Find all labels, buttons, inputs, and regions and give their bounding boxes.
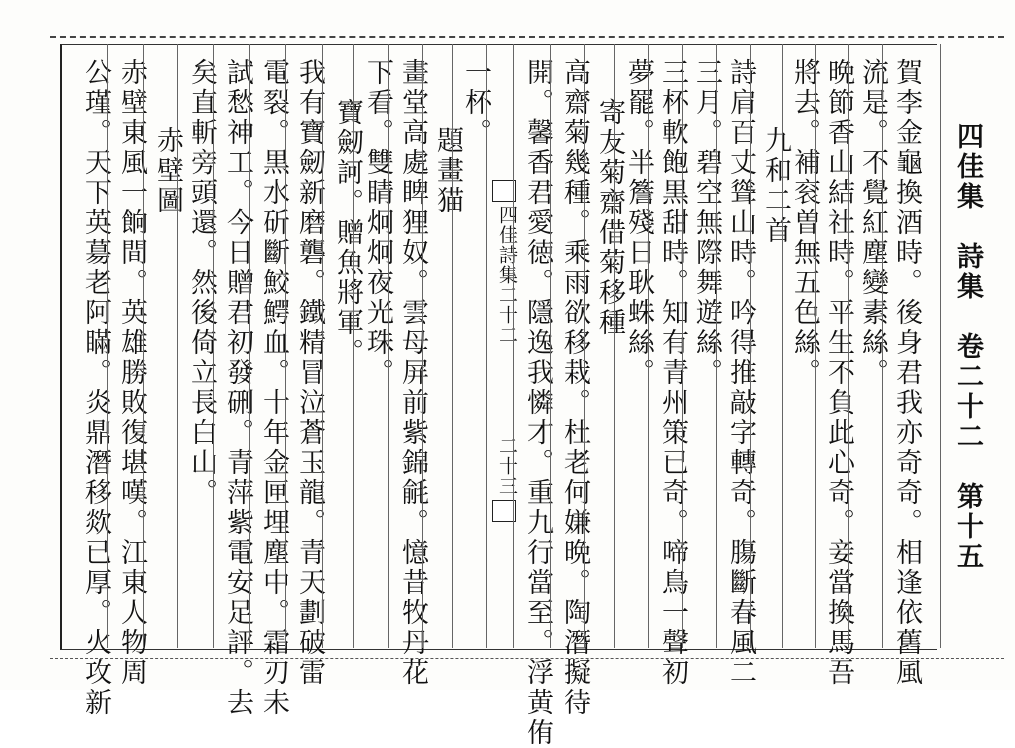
column-rule	[422, 44, 423, 648]
text-column-21: 矣直斬旁頭還。然後倚立長白山。	[186, 58, 217, 508]
poem-title-tihuamao: 題畫猫	[432, 126, 463, 216]
fishtail-page-number: 二十三	[496, 436, 518, 496]
text-column-13: 一杯。	[460, 58, 491, 148]
page-header	[950, 122, 984, 572]
column-rule	[249, 44, 250, 648]
column-rule	[452, 44, 453, 648]
text-column-2: 流是。不覺紅塵變素絲。	[857, 58, 888, 388]
poem-title-jiyou: 寄友菊齋借菊移種	[594, 98, 625, 338]
column-rule	[388, 44, 389, 648]
text-column-6: 詩肩百丈聳山時。吟得推敲字轉奇。膓斷春風二	[725, 58, 756, 688]
text-column-12: 開。馨香君愛徳。隱逸我憐才。重九行當至。浮黄侑	[522, 58, 553, 748]
text-column-15: 畫堂高處睥狸奴。雲母屏前紫錦毹。憶昔牧丹花	[397, 58, 428, 688]
column-rule	[815, 44, 816, 648]
column-rule	[285, 44, 286, 648]
column-rule	[882, 44, 883, 648]
text-column-11: 高齋菊幾種。乘雨欲移栽。杜老何嫌晩。陶潛擬待	[559, 58, 590, 718]
column-rule	[782, 44, 783, 648]
column-rule	[550, 44, 551, 648]
text-column-24: 公瑾。天下英𦳝老阿瞞。炎鼎潛移欻已厚。火攻新	[80, 58, 111, 718]
column-rule	[648, 44, 649, 648]
column-rule	[513, 44, 514, 648]
text-column-23: 赤壁東風一餉間。英雄勝敗復堪嘆。江東人物周	[116, 58, 147, 688]
poem-title-chibitu: 赤壁圖	[152, 126, 183, 216]
column-rule	[584, 44, 585, 648]
column-rule	[682, 44, 683, 648]
column-rule	[213, 44, 214, 648]
column-rule	[143, 44, 144, 648]
column-rule	[614, 44, 615, 648]
text-column-7: 三月。碧空無際舞遊絲。	[691, 58, 722, 388]
column-rule	[750, 44, 751, 648]
text-column-8: 三杯軟飽黒甜時。知有青州策已奇。啼鳥一聲初	[657, 58, 688, 688]
text-column-16: 下看。雙睛炯炯夜光珠。	[362, 58, 393, 388]
fishtail-center-text: 四佳詩集二十二	[496, 205, 518, 345]
header-page-number: 第十五	[952, 482, 983, 572]
column-rule	[353, 44, 354, 648]
column-rule	[848, 44, 849, 648]
text-column-9: 夢罷。半簷殘日耿蛛絲。	[623, 58, 654, 388]
column-rule	[486, 44, 487, 648]
text-column-4: 將去。補衮曽無五色絲。	[789, 58, 820, 388]
column-rule	[322, 44, 323, 648]
text-column-20: 試愁神工。今日贈君初發硎。青萍紫電安足評。去	[222, 58, 253, 718]
column-rule	[107, 44, 108, 648]
header-volume: 卷二十二	[952, 332, 983, 452]
poem-title-baojian: 寶劒訶。贈魚將軍。	[332, 98, 363, 368]
column-rule	[177, 44, 178, 648]
header-book-title: 四佳集	[952, 122, 983, 212]
column-rule	[716, 44, 717, 648]
text-column-3: 晩節香山結社時。平生不負此心奇。妾當換馬吾	[823, 58, 854, 688]
column-rule	[940, 44, 941, 648]
poem-title-jiuhe: 九和二首	[760, 126, 791, 246]
text-column-1: 賀李金龜換酒時。後身君我亦奇奇。相逢依舊風	[891, 58, 922, 688]
text-column-18: 我有寶劒新磨礱。鐵精冒泣蒼玉龍。青天劃破雷	[294, 58, 325, 688]
text-column-19: 電裂。黒水斫斷鮫鰐血。十年金匣埋塵中。霜刃未	[258, 58, 289, 718]
header-section: 詩集	[952, 242, 983, 302]
